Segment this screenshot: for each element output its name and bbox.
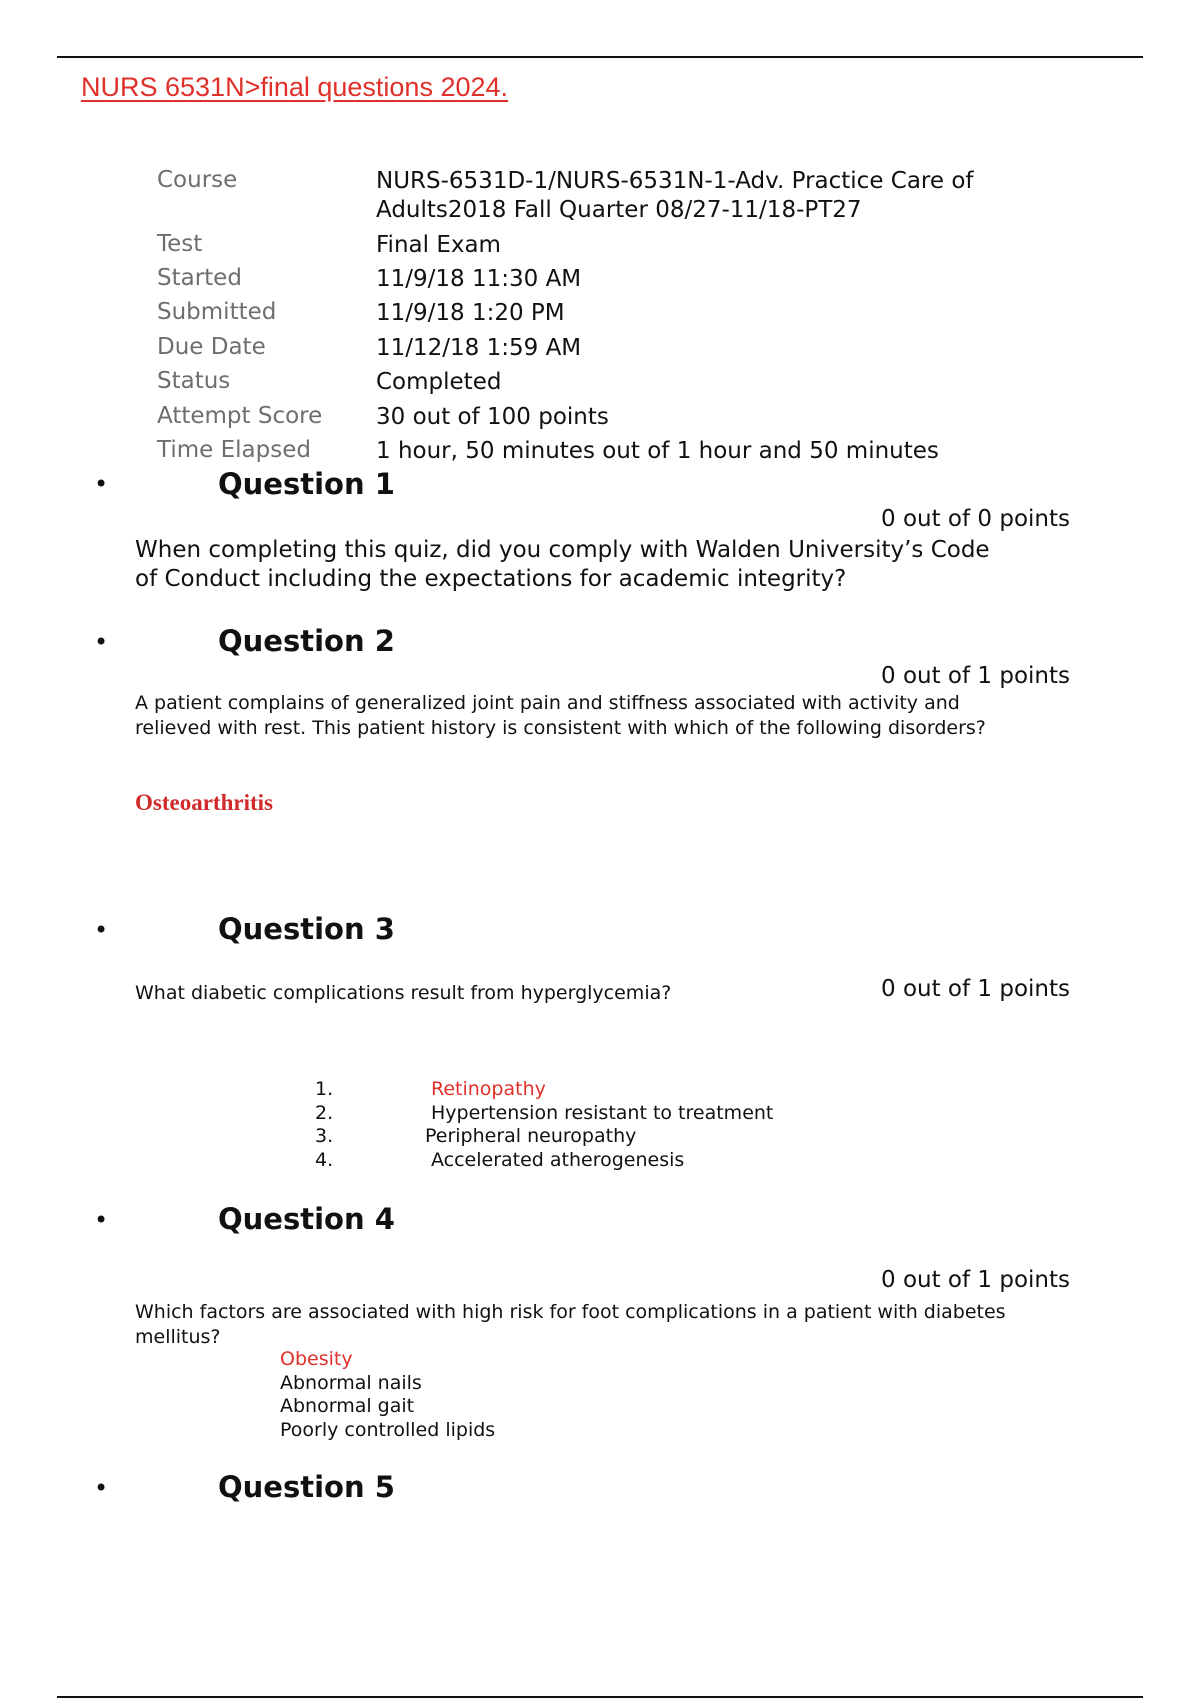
- option-correct: Obesity: [280, 1348, 353, 1370]
- started-value: 11/9/18 11:30 AM: [376, 266, 582, 292]
- bullet: •: [94, 916, 109, 944]
- question-prompt: Which factors are associated with high risk for foot complications in a patient with diabetes mellitus?: [135, 1301, 1006, 1348]
- time-elapsed-label: Time Elapsed: [157, 437, 311, 463]
- correct-answer: Osteoarthritis: [135, 790, 273, 815]
- bullet: •: [94, 470, 109, 498]
- question-points: 0 out of 0 points: [881, 506, 1070, 532]
- question-title: Question 1: [218, 467, 395, 501]
- question-title: Question 5: [218, 1470, 395, 1504]
- time-elapsed-value: 1 hour, 50 minutes out of 1 hour and 50 minutes: [376, 438, 939, 464]
- question-title: Question 4: [218, 1202, 395, 1236]
- bullet: •: [94, 1206, 109, 1234]
- top-rule: [57, 56, 1143, 58]
- question-points: 0 out of 1 points: [881, 976, 1070, 1002]
- bullet: •: [94, 628, 109, 656]
- due-date-label: Due Date: [157, 334, 266, 360]
- option: Abnormal nails: [280, 1372, 422, 1394]
- attempt-score-value: 30 out of 100 points: [376, 404, 609, 430]
- started-label: Started: [157, 265, 242, 291]
- course-label: Course: [157, 167, 238, 193]
- question-title: Question 3: [218, 912, 395, 946]
- bullet: •: [94, 1474, 109, 1502]
- bottom-rule: [57, 1696, 1143, 1698]
- option-number: 1.: [315, 1078, 334, 1100]
- question-points: 0 out of 1 points: [881, 663, 1070, 689]
- question-prompt: What diabetic complications result from hyperglycemia?: [135, 982, 672, 1004]
- option: Poorly controlled lipids: [280, 1419, 496, 1441]
- submitted-label: Submitted: [157, 299, 277, 325]
- submitted-value: 11/9/18 1:20 PM: [376, 300, 565, 326]
- question-points: 0 out of 1 points: [881, 1267, 1070, 1293]
- question-prompt: A patient complains of generalized joint pain and stiffness associated with activity and relieved with rest. This patient history is consistent with which of the following disorders?: [135, 692, 986, 739]
- test-value: Final Exam: [376, 232, 501, 258]
- option: Abnormal gait: [280, 1395, 415, 1417]
- option: Peripheral neuropathy: [425, 1125, 637, 1147]
- option: Accelerated atherogenesis: [431, 1149, 685, 1171]
- option: Hypertension resistant to treatment: [431, 1102, 774, 1124]
- option-number: 3.: [315, 1125, 334, 1147]
- document-title-link[interactable]: NURS 6531N>final questions 2024.: [81, 72, 509, 102]
- attempt-score-label: Attempt Score: [157, 403, 323, 429]
- status-label: Status: [157, 368, 231, 394]
- status-value: Completed: [376, 369, 502, 395]
- option-number: 2.: [315, 1102, 334, 1124]
- option-number: 4.: [315, 1149, 334, 1171]
- question-title: Question 2: [218, 624, 395, 658]
- question-prompt: When completing this quiz, did you comply with Walden University’s Code of Conduct including the expectations for academic integrity?: [135, 537, 990, 592]
- option-correct: Retinopathy: [431, 1078, 546, 1100]
- due-date-value: 11/12/18 1:59 AM: [376, 335, 582, 361]
- test-label: Test: [157, 231, 203, 257]
- course-value: NURS-6531D-1/NURS-6531N-1-Adv. Practice Care of Adults2018 Fall Quarter 08/27-11/18-PT27: [376, 168, 974, 223]
